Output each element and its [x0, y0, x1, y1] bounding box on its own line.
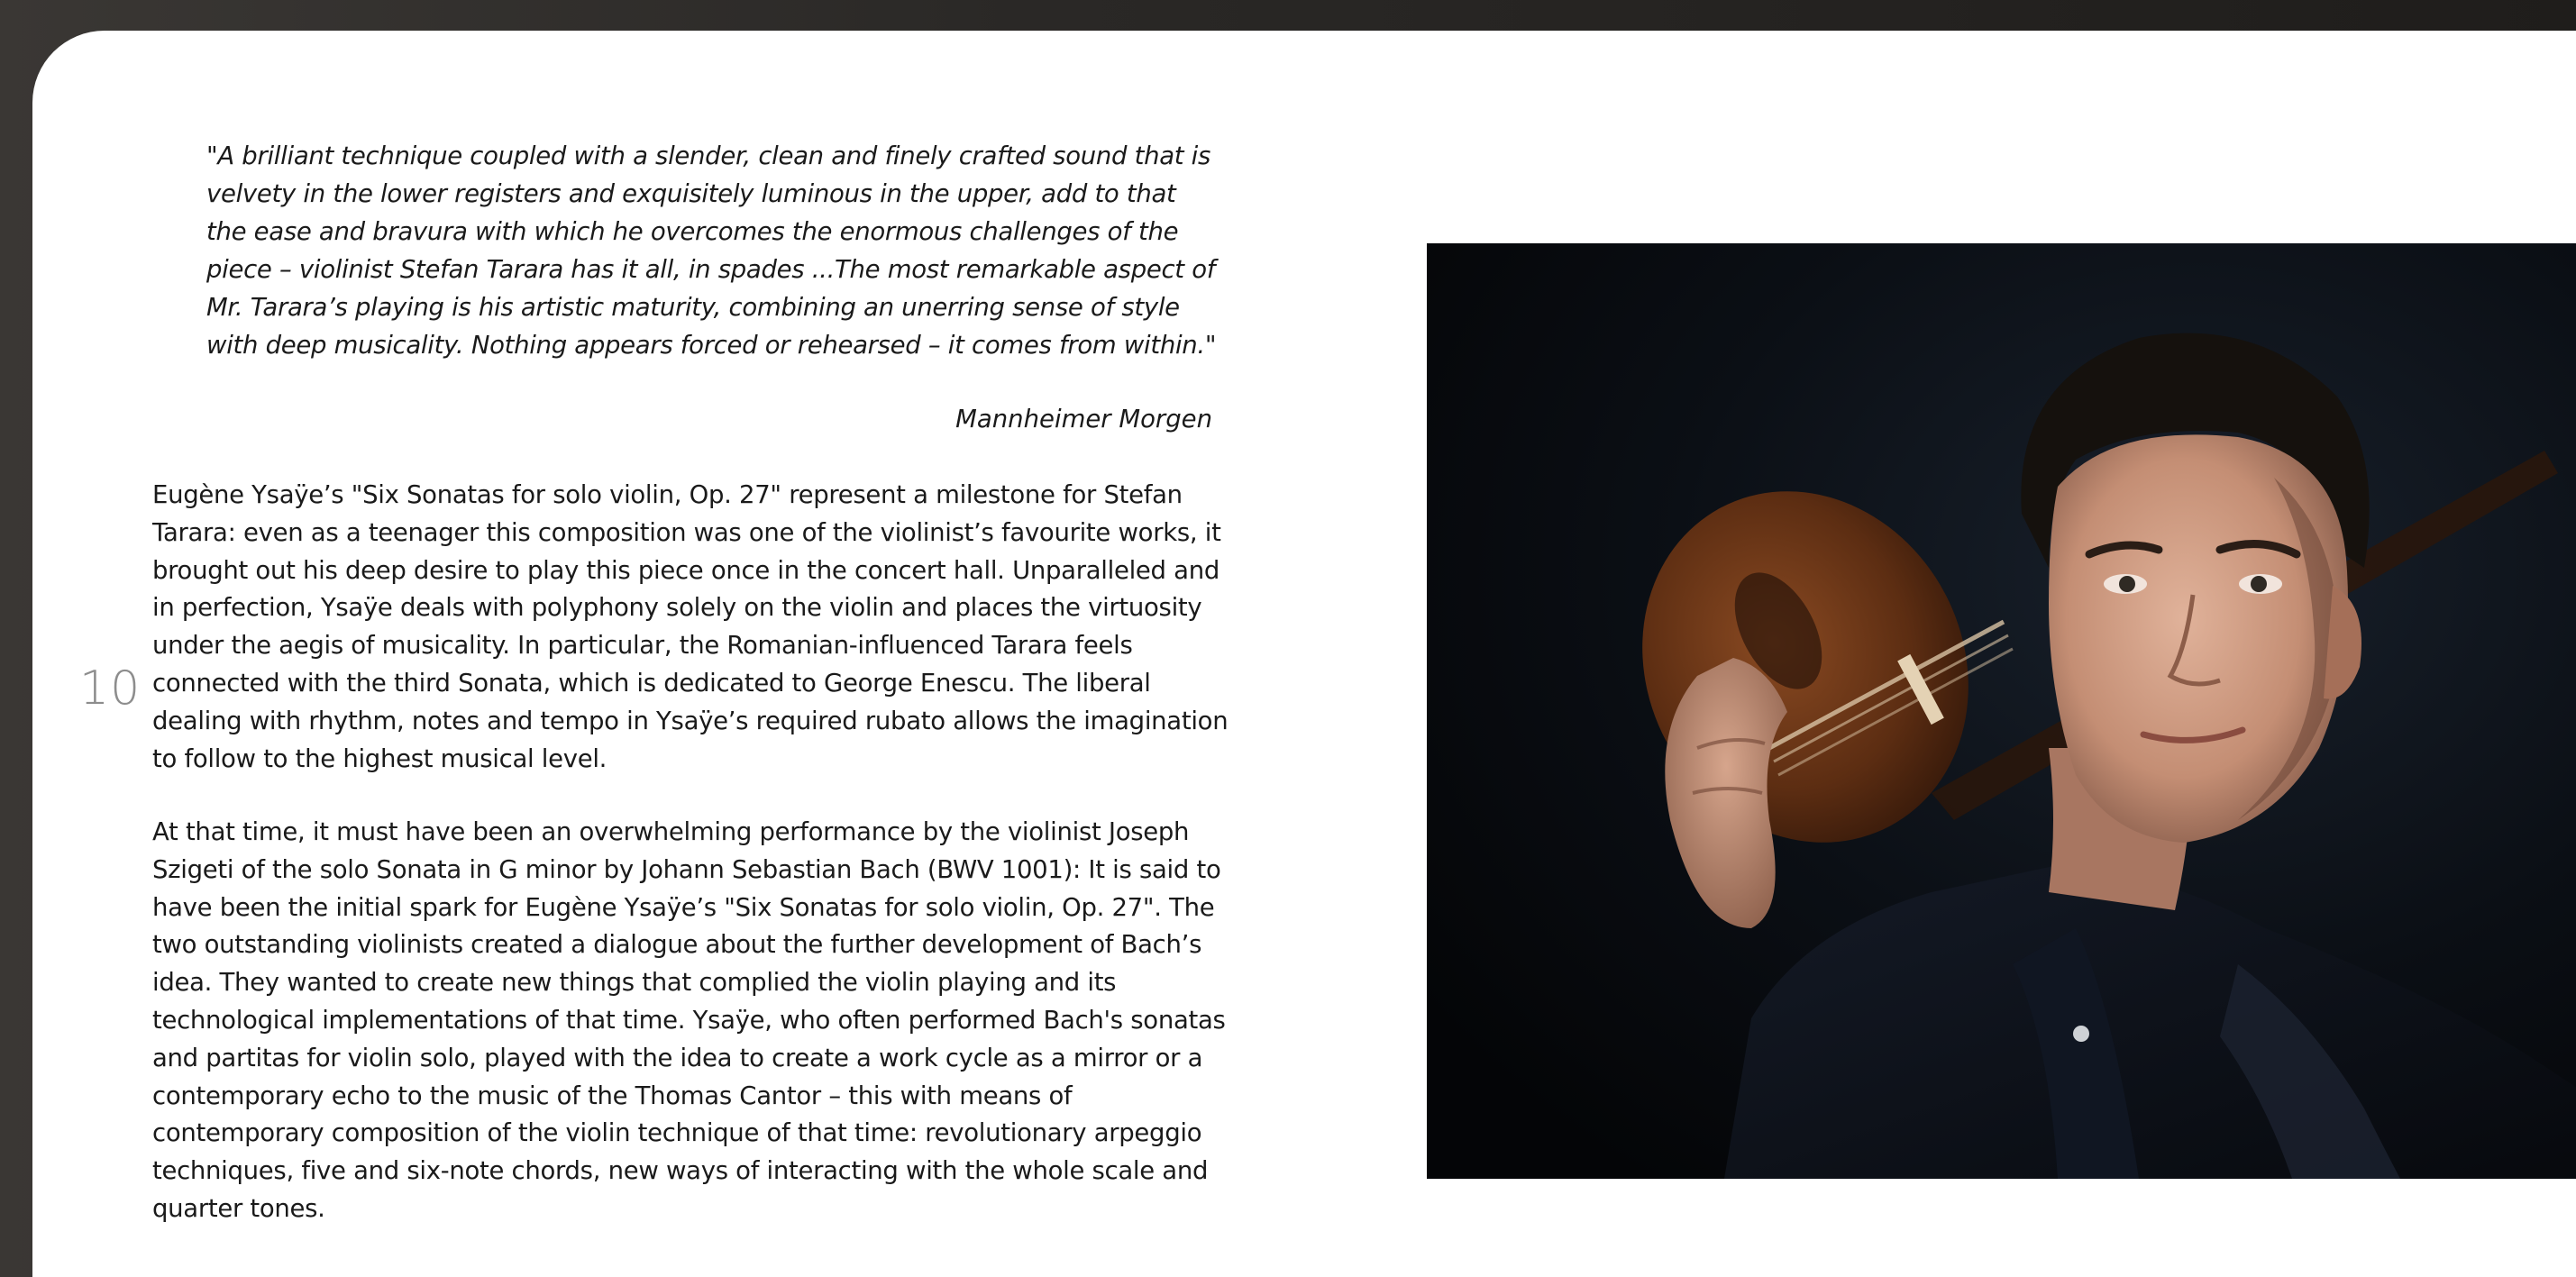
- quote-source: Mannheimer Morgen: [955, 405, 1212, 433]
- body-paragraph: Eugène Ysaÿe’s "Six Sonatas for solo violin, Op. 27" represent a milestone for Stefan Tarara: even as a teenager this composition was one of the violinist’s favourite works, it brought out his deep desire to play this piece once in the concert hall. Unparalleled and in perfection, Ysaÿe deals with polyphony solely on the violin and places the virtuosity under the aegis of musicality. In particular, the Romanian-influenced Tarara feels connected with the third Sonata, which is dedicated to George Enescu. The liberal dealing with rhythm, notes and tempo in Ysaÿe’s required rubato allows the imagination to follow to the highest musical level.: [152, 480, 1229, 773]
- press-quote: "A brilliant technique coupled with a slender, clean and finely crafted sound that is velvety in the lower registers and exquisitely luminous in the upper, add to that the ease and bravura with which he overcomes the enormous challenges of the piece – violinist Stefan Tarara has it all, in spades ...The most remarkable aspect of Mr. Tarara’s playing is his artistic maturity, combining an unerring sense of style with deep musicality. Nothing appears forced or rehearsed – it comes from within.": [206, 141, 1217, 360]
- booklet-page: [32, 31, 2576, 1277]
- violinist-portrait-photo: [1427, 243, 2576, 1179]
- body-paragraph: At that time, it must have been an overwhelming performance by the violinist Joseph Szigeti of the solo Sonata in G minor by Johann Sebastian Bach (BWV 1001): It is said to have been the initial spark for Eugène Ysaÿe’s "Six Sonatas for solo violin, Op. 27". The two outstanding violinists created a dialogue about the further development of Bach’s idea. They wanted to create new things that complied the violin playing and its technological implementations of that time. Ysaÿe, who often performed Bach's sonatas and partitas for violin solo, played with the idea to create a work cycle as a mirror or a contemporary echo to the music of the Thomas Cantor – this with means of contemporary composition of the violin technique of that time: revolutionary arpeggio techniques, five and six-note chords, new ways of interacting with the whole scale and quarter tones.: [152, 817, 1226, 1223]
- page-number: 10: [79, 661, 142, 716]
- violinist-portrait-illustration: [1427, 243, 2576, 1179]
